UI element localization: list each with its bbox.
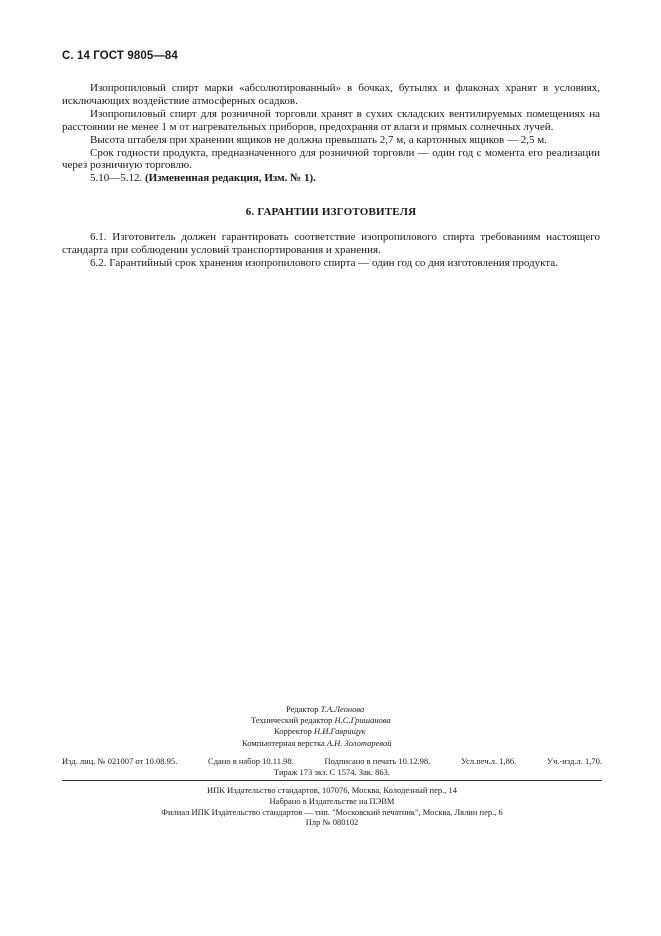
imprint-print-date: Подписано в печать 10.12.98.	[324, 756, 431, 766]
credit-tech-editor	[200, 715, 500, 726]
guarantee-paragraph-6-1: 6.1. Изготовитель должен гарантировать соответствие изопропилового спирта требованиям настоящего стандарта при соблюдении условий транспортирования и хранения.	[62, 231, 600, 256]
credits-block	[200, 704, 500, 749]
publisher-block	[62, 785, 602, 828]
storage-paragraph-retail: Изопропиловый спирт для розничной торговли хранят в сухих складских вентилируемых помещениях на расстоянии не менее 1 м от нагревательных приборов, предохраняя от влаги и прямых солнечных лучей.	[62, 107, 600, 133]
credit-layout-name: А.Н. Золотаревой	[326, 737, 392, 748]
credit-editor-label: Редактор	[286, 704, 321, 714]
credit-corrector	[200, 726, 500, 737]
running-head: С. 14 ГОСТ 9805—84	[62, 50, 178, 62]
imprint-row	[62, 756, 602, 767]
storage-paragraph-absolute: Изопропиловый спирт марки «абсолютированный» в бочках, бутылях и флаконах хранят в условиях, исключающих воздействие атмосферных осадков.	[62, 82, 600, 107]
storage-paragraph-stack-height: Высота штабеля при хранении ящиков не должна превышать 2,7 м, а картонных ящиков — 2,5 м.	[90, 133, 547, 146]
storage-section	[62, 82, 600, 185]
amendment-label: (Измененная редакция, Изм. № 1).	[145, 172, 316, 185]
divider	[62, 780, 602, 781]
credit-layout	[200, 738, 500, 749]
imprint-license: Изд. лиц. № 021007 от 10.08.95.	[62, 756, 178, 766]
imprint-typeset-date: Сдано в набор 10.11.98.	[208, 756, 294, 766]
amendment-clauses: 5.10—5.12.	[90, 172, 145, 185]
guarantee-section	[62, 231, 600, 270]
section-title: 6. ГАРАНТИИ ИЗГОТОВИТЕЛЯ	[245, 206, 417, 218]
guarantee-paragraph-6-2: 6.2. Гарантийный срок хранения изопропилового спирта — один год со дня изготовления продукта.	[90, 256, 558, 269]
imprint-publisher-sheets: Уч.-изд.л. 1,70.	[547, 756, 602, 766]
credit-editor-name: Т.А.Леонова	[320, 704, 365, 714]
publisher-branch: Филиал ИПК Издательство стандартов — тип. "Московский печатник", Москва, Лялин пер., 6	[161, 806, 503, 817]
credit-corrector-label: Корректор	[274, 726, 315, 737]
publisher-typeset-note: Набрано в Издательстве на ПЭВМ	[269, 795, 395, 806]
imprint-block	[62, 756, 602, 778]
storage-paragraph-shelf-life: Срок годности продукта, предназначенного для розничной торговли — один год с момента его реализации через розничную торговлю.	[62, 146, 600, 172]
credit-editor	[200, 704, 500, 715]
credit-tech-editor-name: Н.С.Гришанова	[334, 715, 391, 726]
credit-layout-label: Компьютерная верстка	[242, 737, 327, 748]
imprint-print-sheets: Усл.печ.л. 1,86.	[461, 756, 517, 766]
imprint-circulation: Тираж 173 экз. С 1574. Зак. 863.	[273, 767, 391, 777]
credit-corrector-name: Н.И.Гаврищук	[314, 726, 366, 737]
publisher-address: ИПК Издательство стандартов, 107076, Москва, Колодезный пер., 14	[207, 785, 457, 795]
publisher-license: Плр № 080102	[305, 817, 359, 828]
credit-tech-editor-label: Технический редактор	[251, 715, 335, 726]
amendment-note	[62, 172, 600, 185]
